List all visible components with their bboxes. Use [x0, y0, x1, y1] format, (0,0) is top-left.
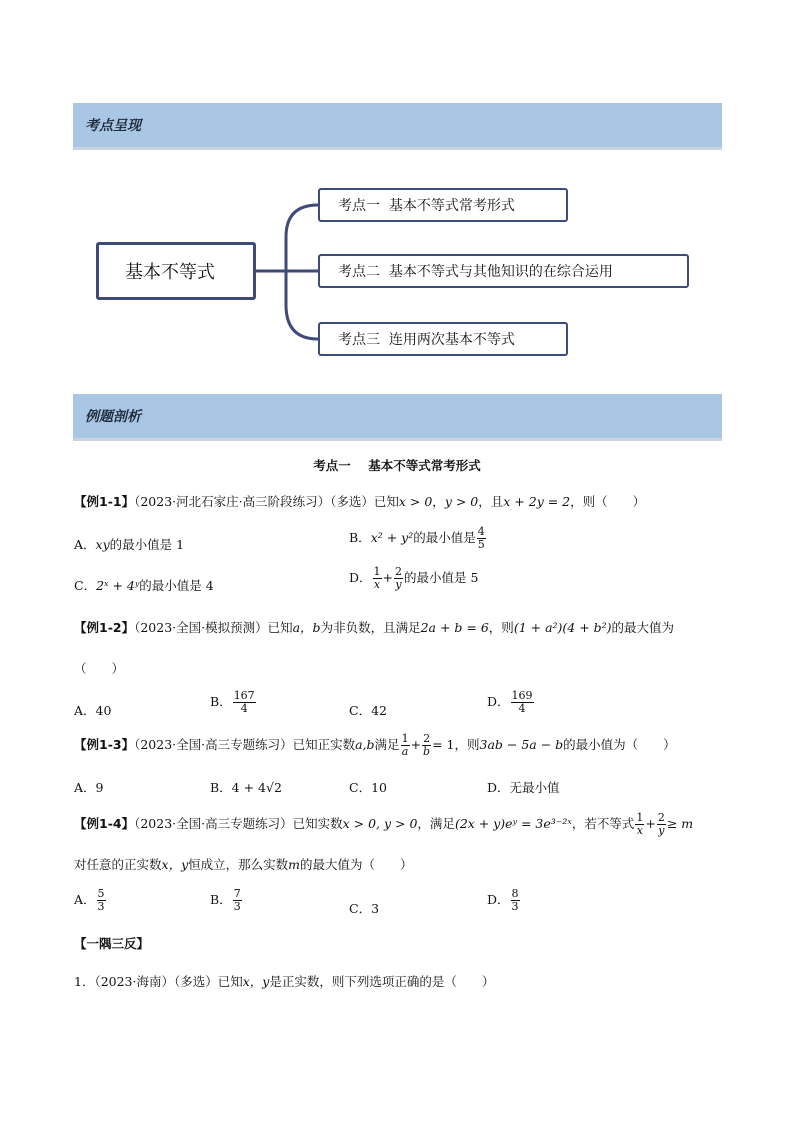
equation: (2x + y)eʸ = 3e³⁻²ˣ	[454, 816, 572, 831]
numerator: 1	[636, 811, 644, 824]
center-heading: 考点一 基本不等式常考形式	[313, 458, 481, 473]
numerator: 1	[401, 732, 409, 745]
equals: = 1	[432, 737, 455, 752]
option-expr: x² + y²	[370, 530, 414, 545]
numerator: 2	[395, 565, 403, 578]
text: 恒成立，那么实数	[188, 857, 289, 872]
text: 满足	[374, 737, 400, 752]
option-text: 的最小值是	[413, 530, 476, 545]
text: ，则	[454, 737, 480, 752]
branch-label: 考点二 基本不等式与其他知识的在综合运用	[338, 264, 613, 280]
denominator: x	[636, 824, 643, 837]
example-1-1	[74, 492, 645, 510]
example-1-4-line2	[74, 855, 413, 873]
option-a: A．9	[74, 780, 104, 795]
text: 是正实数，则下列选项正确的是（ ）	[269, 974, 495, 989]
fraction	[373, 566, 382, 591]
denominator: y	[658, 824, 665, 837]
fraction	[233, 690, 256, 715]
numerator: 2	[657, 811, 665, 824]
option-text: 的最小值是 4	[139, 578, 214, 593]
practice-question-1	[74, 972, 494, 990]
vars: x，y	[242, 974, 270, 989]
option-b	[210, 888, 243, 913]
numerator: 2	[423, 732, 431, 745]
fraction	[511, 888, 520, 913]
option-a: A．40	[74, 703, 112, 718]
vars: a，b	[292, 620, 321, 635]
option-c: C．42	[349, 703, 387, 718]
vars: x，y	[161, 857, 189, 872]
sep: ，且	[478, 494, 504, 509]
fraction	[635, 812, 644, 837]
vars: a,b	[355, 737, 375, 752]
option-letter: C．	[74, 578, 97, 593]
denominator: b	[423, 745, 431, 758]
numerator: 5	[97, 887, 105, 900]
option-expr: 2ˣ + 4ʸ	[96, 578, 140, 593]
option-text: 的最小值是 5	[404, 570, 479, 585]
condition: x + 2y = 2	[503, 494, 571, 509]
option-d: D．无最小值	[487, 780, 560, 795]
option-b	[349, 526, 487, 551]
option-letter: A．	[74, 892, 96, 907]
condition: x > 0, y > 0	[342, 816, 418, 831]
condition: y > 0	[444, 494, 479, 509]
fraction	[657, 812, 666, 837]
fraction	[477, 526, 486, 551]
branch-label: 考点三 连用两次基本不等式	[338, 332, 515, 348]
example-source: （2023·全国·模拟预测）已知	[134, 620, 293, 635]
plus: +	[410, 737, 422, 752]
sep: ，	[432, 494, 445, 509]
example-label: 【例1-2】	[74, 620, 135, 635]
tail: ，则（ ）	[570, 494, 646, 509]
denominator: 3	[97, 900, 105, 913]
fraction	[394, 566, 403, 591]
option-d	[487, 690, 535, 715]
section-title: 考点呈现	[85, 118, 141, 134]
text: 的最小值为（ ）	[563, 737, 676, 752]
text: 对任意的正实数	[74, 857, 162, 872]
section-banner-liti	[73, 394, 722, 441]
example-source: （2023·河北石家庄·高三阶段练习）（多选）已知	[134, 494, 399, 509]
text: （2023·海南）（多选）已知	[94, 974, 243, 989]
option-letter: B．	[210, 694, 232, 709]
text: ，满足	[417, 816, 455, 831]
option-letter: D．	[487, 694, 510, 709]
option-letter: A．	[74, 537, 96, 552]
mindmap-branch-2	[318, 254, 689, 288]
option-expr: xy	[95, 537, 110, 552]
option-text: 的最小值是 1	[109, 537, 185, 552]
fraction	[401, 733, 410, 758]
expression: (1 + a²)(4 + b²)	[513, 620, 612, 635]
numerator: 8	[511, 887, 519, 900]
example-label: 【例1-4】	[74, 816, 135, 831]
example-1-3	[74, 733, 676, 758]
numerator: 7	[233, 887, 241, 900]
text: 的最大值为（ ）	[300, 857, 413, 872]
numerator: 1	[373, 565, 381, 578]
text: 为非负数，且满足	[320, 620, 421, 635]
option-c: C．3	[349, 901, 380, 916]
expression: 3ab − 5a − b	[479, 737, 564, 752]
option-c	[74, 576, 214, 594]
section-title: 例题剖析	[85, 409, 141, 425]
denominator: a	[401, 745, 409, 758]
answer-paren: （ ）	[74, 661, 125, 676]
option-letter: D．	[487, 892, 510, 907]
practice-heading: 【一隅三反】	[74, 936, 150, 951]
plus: +	[645, 816, 656, 831]
example-label: 【例1-3】	[74, 737, 135, 752]
option-b: B．4 + 4√2	[210, 780, 282, 795]
option-a	[74, 888, 107, 913]
denominator: 3	[233, 900, 241, 913]
fraction	[233, 888, 242, 913]
var-m: m	[288, 857, 301, 872]
mindmap-branch-1	[318, 188, 568, 222]
example-source: （2023·全国·高三专题练习）已知实数	[134, 816, 343, 831]
denominator: 5	[477, 538, 485, 551]
denominator: 3	[511, 900, 519, 913]
option-letter: B．	[349, 530, 371, 545]
fraction	[511, 690, 534, 715]
numerator: 169	[511, 689, 533, 702]
option-d	[349, 566, 478, 591]
condition: 2a + b = 6	[420, 620, 489, 635]
branch-label: 考点一 基本不等式常考形式	[338, 198, 515, 214]
text: ，若不等式	[571, 816, 635, 831]
question-number: 1．	[74, 974, 95, 989]
mindmap-root	[96, 242, 256, 300]
example-1-2	[74, 618, 674, 636]
option-d	[487, 888, 521, 913]
example-label: 【例1-1】	[74, 494, 135, 509]
fraction	[422, 733, 431, 758]
numerator: 4	[477, 525, 485, 538]
inequality: ≥ m	[666, 816, 694, 831]
numerator: 167	[233, 689, 255, 702]
text: 的最大值为	[611, 620, 675, 635]
mindmap-root-label: 基本不等式	[125, 262, 215, 283]
mindmap-branch-3	[318, 322, 568, 356]
condition: x > 0	[398, 494, 433, 509]
option-letter: D．	[349, 570, 372, 585]
denominator: 4	[240, 702, 248, 715]
denominator: y	[395, 578, 402, 591]
option-c: C．10	[349, 780, 387, 795]
fraction	[97, 888, 106, 913]
section-banner-kaodian	[73, 103, 722, 150]
option-letter: B．	[210, 892, 232, 907]
example-1-4	[74, 812, 693, 837]
example-source: （2023·全国·高三专题练习）已知正实数	[134, 737, 356, 752]
denominator: x	[373, 578, 381, 591]
denominator: 4	[518, 702, 526, 715]
option-b	[210, 690, 257, 715]
plus: +	[382, 570, 394, 585]
option-a	[74, 535, 184, 553]
text: ，则	[488, 620, 514, 635]
